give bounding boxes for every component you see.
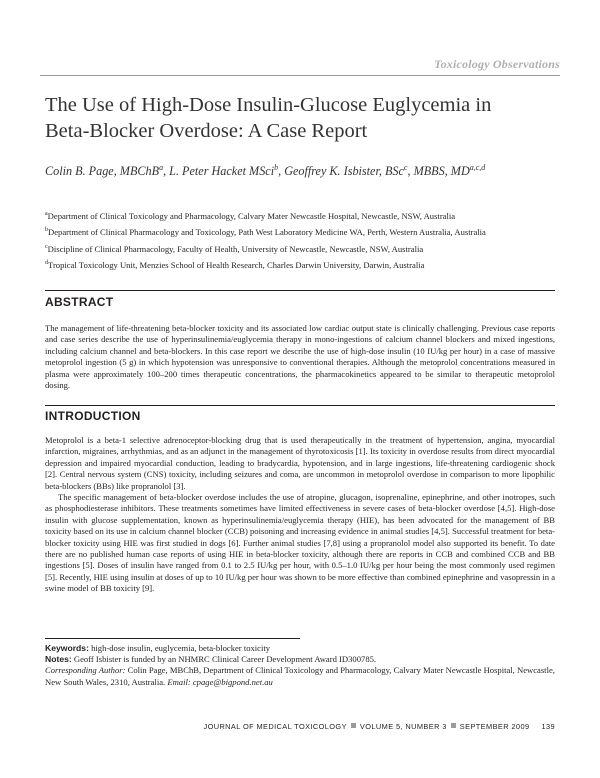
top-rule [40, 75, 560, 76]
affiliation-a [45, 207, 486, 223]
author-3: , Geoffrey K. Isbister, BSc [278, 164, 404, 179]
affiliation-marker: a [45, 211, 48, 217]
introduction-heading: INTRODUCTION [45, 409, 141, 423]
corresponding-author [45, 665, 555, 687]
corresponding-label: Corresponding Author: [45, 665, 126, 676]
affiliation-d [45, 256, 486, 272]
author-list [45, 163, 485, 179]
section-label: Toxicology Observations [434, 57, 560, 71]
abstract-body [45, 323, 555, 391]
affiliation-text: Tropical Toxicology Unit, Menzies School of Health Research, Charles Darwin University, Darwin, Australia [48, 259, 425, 270]
footnote-rule [45, 638, 300, 639]
author-2-affil: b [274, 163, 279, 172]
title-line-2: Beta-Blocker Overdose: A Case Report [45, 120, 368, 142]
affiliation-text: Discipline of Clinical Pharmacology, Faculty of Health, University of Newcastle, Newcastle, NSW, Australia [47, 243, 424, 254]
title-line-1: The Use of High-Dose Insulin-Glucose Euglycemia in [45, 94, 492, 116]
author-3-degrees: , MBBS, MD [407, 164, 470, 179]
affiliations [45, 207, 486, 272]
email-label: Email: [167, 676, 191, 687]
page-number: 139 [541, 722, 555, 731]
square-separator-icon [351, 723, 356, 728]
affiliation-marker: d [45, 260, 48, 267]
issue-date: SEPTEMBER 2009 [459, 722, 530, 731]
affiliation-marker: b [45, 227, 48, 234]
keywords-label: Keywords: [45, 643, 89, 653]
volume-number: VOLUME 5, NUMBER 3 [359, 722, 447, 731]
affiliation-marker: c [45, 243, 48, 250]
introduction-rule [45, 405, 555, 406]
abstract-rule [45, 290, 555, 291]
footnotes [45, 643, 555, 688]
abstract-text: The management of life-threatening beta-blocker toxicity and its associated low cardiac output state is clinically challenging. Previous case reports and case series describe the use of hyperinsulinemia/euglycemia therapy in mono-ingestions of calcium channel blockers and mixed ingestions, including calcium channel and beta-blockers. In this case report we describe the use of high-dose insulin (10 IU/kg per hour) in a case of massive metoprolol ingestion (5 g) in which hypotension was unresponsive to conventional therapies. Although the metoprolol concentrations measured in plasma were approximately 100–200 times therapeutic concentrations, the pharmacokinetics appeared to be similar to therapeutic metoprolol dosing. [45, 323, 555, 391]
affiliation-text: Department of Clinical Pharmacology and Toxicology, Path West Laboratory Medicine WA, Perth, Western Australia, Australia [48, 227, 486, 238]
affiliation-c [45, 240, 486, 256]
affiliation-b [45, 223, 486, 239]
corresponding-text: Colin Page, MBChB, Department of Clinical Toxicology and Pharmacology, Calvary Mater Newcastle Hospital, Newcastle, New South Wales, 2310, Australia. [45, 665, 555, 687]
email-link[interactable]: cpage@bigpond.net.au [190, 676, 273, 687]
author-1-affil: a [159, 163, 164, 172]
keywords-text: high-dose insulin, euglycemia, beta-blocker toxicity [88, 643, 271, 653]
notes [45, 654, 555, 665]
notes-text: Geoff Isbister is funded by an NHMRC Clinical Career Development Award ID300785. [71, 654, 377, 665]
keywords [45, 643, 555, 654]
square-separator-icon [451, 723, 456, 728]
author-2: , L. Peter Hacket MSci [163, 164, 275, 179]
affiliation-text: Department of Clinical Toxicology and Pharmacology, Calvary Mater Newcastle Hospital, Newcastle, NSW, Australia [47, 210, 456, 221]
article-title [45, 92, 545, 144]
author-3-affil: a,c,d [469, 163, 486, 172]
notes-label: Notes: [45, 654, 72, 665]
abstract-heading: ABSTRACT [45, 295, 114, 309]
introduction-paragraph-2: The specific management of beta-blocker overdose includes the use of atropine, glucagon, isoprenaline, epinephrine, and other inotropes, such as phosphodiesterase inhibitors. These treatments sometimes have limited effectiveness in severe cases of beta-blocker overdose [4,5]. High-dose insulin with glucose supplementation, known as hyperinsulinemia/euglycemia therapy (HIE), has been advocated for the management of BB toxicity based on its use in calcium channel blocker (CCB) poisoning and increasing evidence in animal studies [4,5]. Successful treatment for beta-blocker toxicity using HIE was first studied in dogs [6]. Further animal studies [7,8] using a propranolol model also supported its benefit. To date there are no published human case reports of using HIE in beta-blocker toxicity, although there are reports in CCB and combined CCB and BB ingestions [5]. Doses of insulin have ranged from 0.1 to 2.5 IU/kg per hour, with 0.5–1.0 IU/kg per hour being the most commonly used regimen [5]. Recently, HIE using insulin at doses of up to 10 IU/kg per hour was shown to be more effective than combined epinephrine and vasopressin in a swine model of BB toxicity [9]. [45, 492, 556, 594]
page-footer [203, 722, 555, 731]
introduction-paragraph-1: Metoprolol is a beta-1 selective adrenoceptor-blocking drug that is used therapeutically in the treatment of hypertension, angina, myocardial infarction, migraines, arrhythmias, and as an adjunct in the management of thyrotoxicosis [1]. Its toxicity in overdose results from direct myocardial depression and impaired myocardial conduction, leading to bradycardia, hypotension, and in large ingestions, life-threatening cardiogenic shock [2]. Central nervous system (CNS) toxicity, including seizures and coma, are uncommon in metoprolol overdose in comparison to more lipophilic beta-blockers (BBs) like propranolol [3]. [45, 435, 555, 491]
introduction-body [45, 435, 555, 595]
author-3-degree-sup: c [403, 163, 408, 172]
journal-name: JOURNAL OF MEDICAL TOXICOLOGY [203, 722, 347, 731]
author-1: Colin B. Page, MBChB [45, 164, 160, 179]
